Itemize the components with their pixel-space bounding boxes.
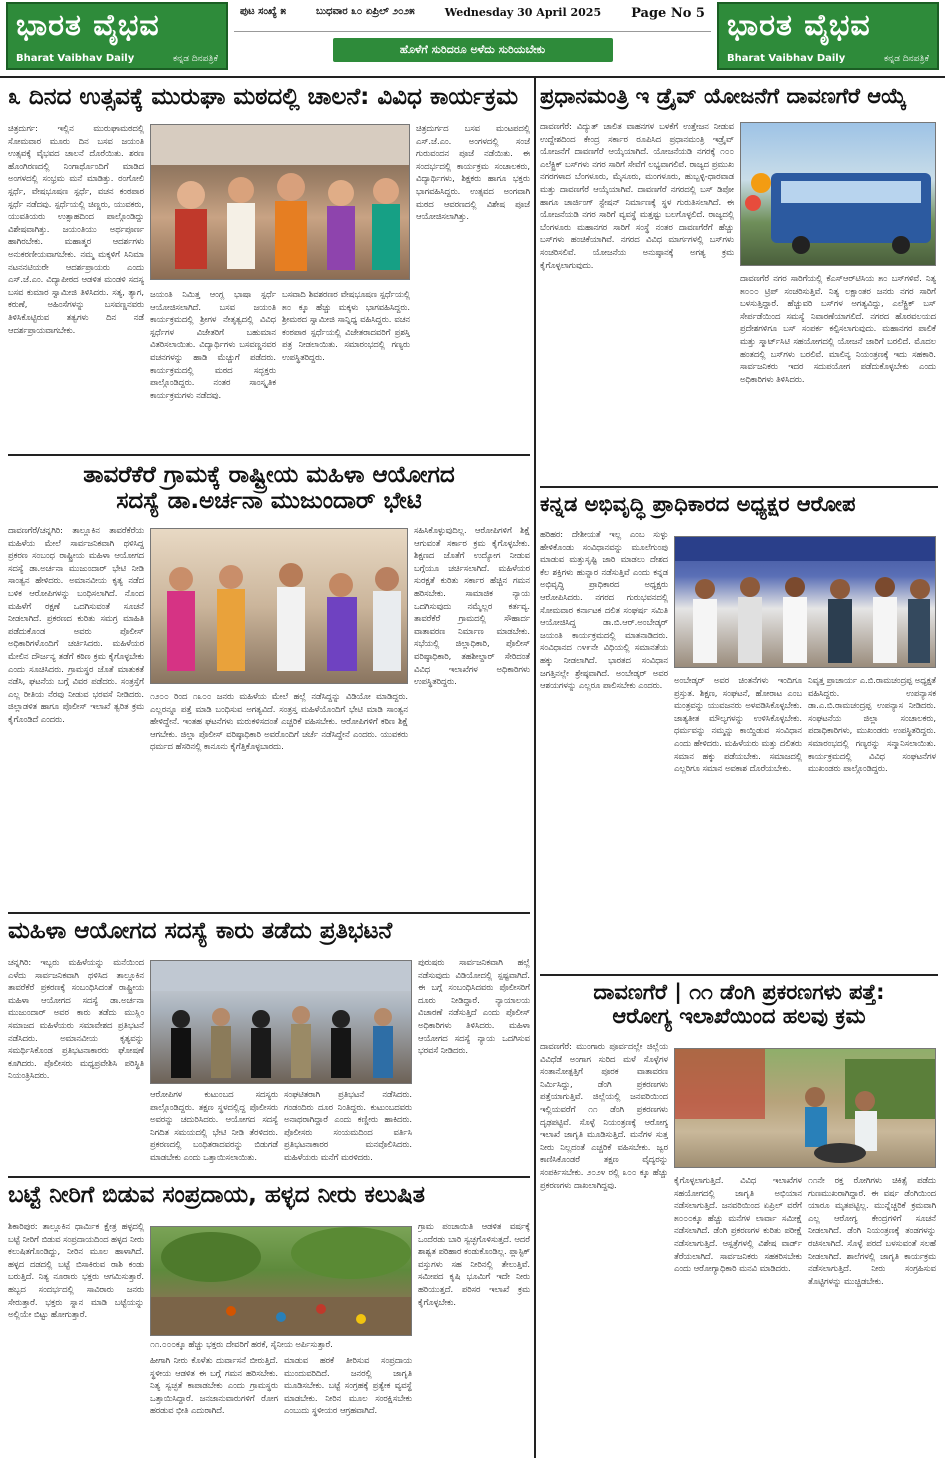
section-rule <box>8 454 530 456</box>
date-kannada: ಬುಧವಾರ ೩೦ ಏಪ್ರಿಲ್ ೨೦೨೫ <box>316 6 415 17</box>
article-column: ಅಂಬೇಡ್ಕರ್ ಅವರ ಚಿಂತನೆಗಳು ಇಂದಿಗೂ ಪ್ರಸ್ತುತ. ಶಿಕ್ಷಣ, ಸಂಘಟನೆ, ಹೋರಾಟ ಎಂಬ ಮಂತ್ರವನ್ನು ಯುವಜನರು ಅಳವಡಿಸಿಕೊಳ್ಳಬೇಕು. ಜಾತ್ಯತೀತ ಮೌಲ್ಯಗಳನ್ನು ಉಳಿಸಿಕೊಳ್ಳಬೇಕು. ಧರ್ಮವನ್ನು ನಮ್ಮನ್ನು ಕಾಯ್ದಿಡುವ ಸಂವಿಧಾನ ಎಂದು ಹೇಳಿದರು. ಮಹಿಳೆಯರು ಮತ್ತು ದಲಿತರು ಸಮಾನ ಹಕ್ಕು ಪಡೆಯಬೇಕು. ಸಮಾಜದಲ್ಲಿ ಎಲ್ಲರಿಗೂ ಸಮಾನ ಅವಕಾಶ ದೊರೆಯಬೇಕು. <box>674 675 802 774</box>
article-photo-visit <box>150 528 408 684</box>
newspaper-title: ಭಾರತ ವೈಭವ <box>16 8 160 43</box>
newspaper-subtitle-en: Bharat Vaibhav Daily <box>16 53 135 64</box>
article-photo-electric-bus <box>740 122 936 266</box>
article-photo-fogging <box>674 1048 936 1168</box>
article-headline: ತಾವರೆಕೆರೆ ಗ್ರಾಮಕ್ಕೆ ರಾಷ್ಟ್ರೀಯ ಮಹಿಳಾ ಆಯೋಗದ <box>83 462 455 488</box>
newspaper-subtitle-kn: ಕನ್ನಡ ದಿನಪತ್ರಿಕೆ <box>172 54 218 64</box>
article-column: ಕೈಗೊಳ್ಳಲಾಗುತ್ತಿದೆ. ವಿವಿಧ ಇಲಾಖೆಗಳ ಸಹಯೋಗದಲ್ಲಿ ಜಾಗೃತಿ ಅಭಿಯಾನ ನಡೆಸಲಾಗುತ್ತಿದೆ. ಜನವರಿಯಿಂದ ಏಪ್ರಿಲ್ ವರೆಗೆ ೫೦೦೦ಕ್ಕೂ ಹೆಚ್ಚು ಮನೆಗಳ ಲಾರ್ವಾ ಸಮೀಕ್ಷೆ ನಡೆಸಲಾಗಿದೆ. ಡೆಂಗಿ ಪ್ರಕರಣಗಳ ಕುರಿತು ಪರೀಕ್ಷೆ ನಡೆಸಲಾಗುತ್ತಿದೆ. ಆಸ್ಪತ್ರೆಗಳಲ್ಲಿ ವಿಶೇಷ ವಾರ್ಡ್ ತೆರೆಯಲಾಗಿದೆ. ಸಾರ್ವಜನಿಕರು ಸಹಕರಿಸಬೇಕು ಎಂದು ಆರೋಗ್ಯಾಧಿಕಾರಿ ಮನವಿ ಮಾಡಿದರು. <box>674 1175 802 1274</box>
article-kannada-authority <box>540 492 938 970</box>
masthead-logo-left <box>6 2 228 70</box>
section-rule <box>8 912 530 914</box>
article-headline: ದಾವಣಗೆರೆ | ೧೧ ಡೆಂಗಿ ಪ್ರಕರಣಗಳು ಪತ್ತೆ: <box>593 980 885 1004</box>
article-column: ಮಾಡುವ ಹರಕೆ ತೀರಿಸುವ ಸಂಪ್ರದಾಯ ಮುಂದುವರಿದಿದೆ. ಜನರಲ್ಲಿ ಜಾಗೃತಿ ಮೂಡಿಸಬೇಕು. ಬಟ್ಟೆ ಸಂಗ್ರಹಕ್ಕೆ ಪ್ರತ್ಯೇಕ ವ್ಯವಸ್ಥೆ ಮಾಡಬೇಕು. ನೀರಿನ ಮೂಲ ಸಂರಕ್ಷಿಸಬೇಕು ಎಂಬುದು ಸ್ಥಳೀಯರ ಆಗ್ರಹವಾಗಿದೆ. <box>284 1355 412 1416</box>
article-photo-dignitaries <box>674 536 936 668</box>
article-dengue <box>540 980 938 1458</box>
center-column-rule <box>534 78 536 1458</box>
newspaper-title-right: ಭಾರತ ವೈಭವ <box>727 8 871 43</box>
photo-caption: ೧೧.೦೦೦ಕ್ಕೂ ಹೆಚ್ಚು ಭಕ್ತರು ದೇವರಿಗೆ ಹರಕೆ, ಸೈನೀಯ ಅರ್ಪಿಸುತ್ತಾರೆ. <box>150 1339 333 1349</box>
article-column: ಚನ್ನಗಿರಿ: ಇಬ್ಬರು ಮಹಿಳೆಯನ್ನು ಮನೆಯಿಂದ ಎಳೆದು ಸಾರ್ವಜನಿಕವಾಗಿ ಥಳಿಸಿದ ತಾಲ್ಲೂಕಿನ ತಾವರೆಕೆರೆ ಪ್ರಕರಣಕ್ಕೆ ಸಂಬಂಧಿಸಿದಂತೆ ರಾಷ್ಟ್ರೀಯ ಮಹಿಳಾ ಆಯೋಗದ ಸದಸ್ಯೆ ಡಾ.ಅರ್ಚನಾ ಮುಜುಂದಾರ್ ಅವರ ಕಾರು ತಡೆದು ಮುಸ್ಲಿಂ ಸಮಾಜದ ಮಹಿಳೆಯರು ಸಮಾವೇಶದ ಪ್ರತಿಭಟನೆ ನಡೆಸಿದರು. ಅಮಾನವೀಯ ಕೃತ್ಯವನ್ನು ಸಮರ್ಥಿಸಿಕೊಂಡ ಪ್ರತಿಭಟನಾಕಾರರು ಘೋಷಣೆ ಕೂಗಿದರು. ಪೊಲೀಸರು ಮಧ್ಯಪ್ರವೇಶಿಸಿ ಪರಿಸ್ಥಿತಿ ನಿಯಂತ್ರಿಸಿದರು. <box>8 957 144 1081</box>
article-column: ೧೨೦೦ ರಿಂದ ೧೩೦೦ ಜನರು ಮಹಿಳೆಯ ಮೇಲೆ ಹಲ್ಲೆ ನಡೆಸಿದ್ದನ್ನು ವಿಡಿಯೋ ಮಾಡಿದ್ದರು. ಎಲ್ಲರನ್ನೂ ಪತ್ತೆ ಮಾಡಿ ಬಂಧಿಸುವ ಅಗತ್ಯವಿದೆ. ಸಂತ್ರಸ್ತ ಮಹಿಳೆಯೊಂದಿಗೆ ಭೇಟಿ ಮಾಡಿ ಸಾಂತ್ವನ ಹೇಳಿದ್ದೇನೆ. ಇಂತಹ ಘಟನೆಗಳು ಮರುಕಳಿಸದಂತೆ ಎಚ್ಚರಿಕೆ ವಹಿಸಬೇಕು. ಆರೋಪಿಗಳಿಗೆ ಕಠಿಣ ಶಿಕ್ಷೆ ಆಗಬೇಕು. ಜಿಲ್ಲಾ ಪೊಲೀಸ್ ವರಿಷ್ಠಾಧಿಕಾರಿ ಅವರೊಂದಿಗೆ ಚರ್ಚೆ ನಡೆಸಿದ್ದೇನೆ ಎಂದರು. ಯುವಕರು ಧರ್ಮದ ಹೆಸರಿನಲ್ಲಿ ಕಾನೂನು ಕೈಗೆತ್ತಿಕೊಳ್ಳಬಾರದು. <box>150 691 408 752</box>
article-murugha-festival <box>8 84 530 452</box>
article-headline: ಬಟ್ಟೆ ನೀರಿಗೆ ಬಿಡುವ ಸಂಪ್ರದಾಯ, ಹಳ್ಳದ ನೀರು ಕಲುಷಿತ <box>8 1182 425 1208</box>
article-column: ಬಸವಾದಿ ಶಿವಶರಣರ ವೇಷಭೂಷಣ ಸ್ಪರ್ಧೆಯಲ್ಲಿ ೫೦ ಕ್ಕೂ ಹೆಚ್ಚು ಮಕ್ಕಳು ಭಾಗವಹಿಸಿದ್ದರು. ಶ್ರೀಮಠದ ಸ್ವಾಮೀಜಿ ಸಾನ್ನಿಧ್ಯ ವಹಿಸಿದ್ದರು. ವಚನ ಕಂಠಪಾಠ ಸ್ಪರ್ಧೆಯಲ್ಲಿ ವಿಜೇತರಾದವರಿಗೆ ಪ್ರಶಸ್ತಿ ಪತ್ರ ನೀಡಲಾಯಿತು. ಸಮಾರಂಭದಲ್ಲಿ ಗಣ್ಯರು ಉಪಸ್ಥಿತರಿದ್ದರು. <box>282 289 410 362</box>
article-edrive-scheme <box>540 84 938 480</box>
article-headline: ೩ ದಿನದ ಉತ್ಸವಕ್ಕೆ ಮುರುಘಾ ಮಠದಲ್ಲಿ ಚಾಲನೆ: ವಿವಿಧ ಕಾರ್ಯಕ್ರಮ <box>8 84 519 110</box>
article-photo-protest <box>150 960 412 1084</box>
section-rule <box>540 486 938 488</box>
article-headline-line2: ಆರೋಗ್ಯ ಇಲಾಖೆಯಿಂದ ಹಲವು ಕ್ರಮ <box>612 1004 866 1029</box>
article-column: ದಾವಣಗೆರೆ/ಚನ್ನಗಿರಿ: ತಾಲ್ಲೂಕಿನ ತಾವರೆಕೆರೆಯ ಮಹಿಳೆಯ ಮೇಲೆ ಸಾರ್ವಜನಿಕವಾಗಿ ಥಳಿಸಿದ್ದ ಪ್ರಕರಣ ಸಂಬಂಧ ರಾಷ್ಟ್ರೀಯ ಮಹಿಳಾ ಆಯೋಗದ ಸದಸ್ಯೆ ಡಾ.ಅರ್ಚನಾ ಮುಜುಂದಾರ್ ಭೇಟಿ ನೀಡಿ ಸಾಂತ್ವನ ಹೇಳಿದರು. ಅಮಾನವೀಯ ಕೃತ್ಯ ನಡೆದ ಬಳಿಕ ಆರೋಪಿಗಳನ್ನು ಬಂಧಿಸಲಾಗಿದೆ. ನೊಂದ ಮಹಿಳೆಗೆ ರಕ್ಷಣೆ ಒದಗಿಸುವಂತೆ ಸೂಚನೆ ನೀಡಲಾಗಿದೆ. ಪ್ರಕರಣದ ಕುರಿತು ಸಮಗ್ರ ಮಾಹಿತಿ ಪಡೆದುಕೊಂಡ ಅವರು ಪೊಲೀಸ್ ಅಧಿಕಾರಿಗಳೊಂದಿಗೆ ಚರ್ಚಿಸಿದರು. ಮಹಿಳೆಯರ ಮೇಲಿನ ದೌರ್ಜನ್ಯ ತಡೆಗೆ ಕಠಿಣ ಕ್ರಮ ಕೈಗೊಳ್ಳಬೇಕು ಎಂದು ಸೂಚಿಸಿದರು. ಗ್ರಾಮಸ್ಥರ ಜೊತೆ ಮಾತುಕತೆ ನಡೆಸಿ, ಘಟನೆಯ ಬಗ್ಗೆ ವಿವರ ಪಡೆದರು. ಸಂತ್ರಸ್ತೆಗೆ ಎಲ್ಲ ರೀತಿಯ ನೆರವು ನೀಡುವ ಭರವಸೆ ನೀಡಿದರು. ಜಿಲ್ಲಾಡಳಿತ ಹಾಗೂ ಪೊಲೀಸ್ ಇಲಾಖೆ ತ್ವರಿತ ಕ್ರಮ ಕೈಗೊಂಡಿದೆ ಎಂದರು. <box>8 525 144 724</box>
article-column: ಜಯಂತಿ ನಿಮಿತ್ತ ಆಂಗ್ಲ ಭಾಷಾ ಸ್ಪರ್ಧೆ ಆಯೋಜಿಸಲಾಗಿದೆ. ಬಸವ ಜಯಂತಿ ಕಾರ್ಯಕ್ರಮದಲ್ಲಿ ಶ್ರೀಗಳ ನೇತೃತ್ವದಲ್ಲಿ ವಿವಿಧ ಸ್ಪರ್ಧೆಗಳ ವಿಜೇತರಿಗೆ ಬಹುಮಾನ ವಿತರಿಸಲಾಯಿತು. ವಿದ್ಯಾರ್ಥಿಗಳು ಬಸವಣ್ಣನವರ ವಚನಗಳನ್ನು ಹಾಡಿ ಮೆಚ್ಚುಗೆ ಪಡೆದರು. ಕಾರ್ಯಕ್ರಮದಲ್ಲಿ ಮಠದ ಸದ್ಭಕ್ತರು ಪಾಲ್ಗೊಂಡಿದ್ದರು. ನಂತರ ಸಾಂಸ್ಕೃತಿಕ ಕಾರ್ಯಕ್ರಮಗಳು ನಡೆದವು. <box>150 289 276 400</box>
article-women-commission-visit <box>8 462 530 906</box>
article-column: ೧೧ನೇ ರಕ್ತ ರೋಗಿಗಳು ಚಿಕಿತ್ಸೆ ಪಡೆದು ಗುಣಮುಖರಾಗಿದ್ದಾರೆ. ಈ ವರ್ಷ ಡೆಂಗಿಯಿಂದ ಯಾರೂ ಮೃತಪಟ್ಟಿಲ್ಲ. ಮುನ್ನೆಚ್ಚರಿಕೆ ಕ್ರಮವಾಗಿ ಎಲ್ಲ ಆರೋಗ್ಯ ಕೇಂದ್ರಗಳಿಗೆ ಸೂಚನೆ ನೀಡಲಾಗಿದೆ. ಡೆಂಗಿ ನಿಯಂತ್ರಣಕ್ಕೆ ತಂಡಗಳನ್ನು ರಚಿಸಲಾಗಿದೆ. ಸೊಳ್ಳೆ ಪರದೆ ಬಳಸುವಂತೆ ಸಲಹೆ ನೀಡಲಾಗಿದೆ. ಶಾಲೆಗಳಲ್ಲಿ ಜಾಗೃತಿ ಕಾರ್ಯಕ್ರಮ ನಡೆಸಲಾಗುತ್ತಿದೆ. ನೀರು ಸಂಗ್ರಹಿಸುವ ತೊಟ್ಟಿಗಳನ್ನು ಮುಚ್ಚಿಡಬೇಕು. <box>808 1175 936 1286</box>
article-column: ಸಂಘಟಿತರಾಗಿ ಪ್ರತಿಭಟನೆ ನಡೆಸಿದರು. ಗಂಡಂದಿರು ದೂರ ನಿಂತಿದ್ದರು. ಕುಟುಂಬದವರು ಅನಾಥರಾಗಿದ್ದಾರೆ ಎಂದು ಕಣ್ಣೀರು ಹಾಕಿದರು. ಪೊಲೀಸರು ಸಂಯಮದಿಂದ ವರ್ತಿಸಿ ಪ್ರತಿಭಟನಾಕಾರರ ಮನವೊಲಿಸಿದರು. ಮಹಿಳೆಯರು ಮನೆಗೆ ಮರಳಿದರು. <box>284 1089 412 1162</box>
article-column: ಗ್ರಾಮ ಪಂಚಾಯಿತಿ ಆಡಳಿತ ವರ್ಷಕ್ಕೆ ಒಂದೆರಡು ಬಾರಿ ಸ್ವಚ್ಛಗೊಳಿಸುತ್ತದೆ. ಆದರೆ ಶಾಶ್ವತ ಪರಿಹಾರ ಕಂಡುಕೊಂಡಿಲ್ಲ. ಪ್ಲಾಸ್ಟಿಕ್ ವಸ್ತುಗಳು ಸಹ ನೀರಿನಲ್ಲಿ ತೇಲುತ್ತಿವೆ. ಸಮೀಪದ ಕೃಷಿ ಭೂಮಿಗೆ ಇದೇ ನೀರು ಹರಿಯುತ್ತದೆ. ಪರಿಸರ ಇಲಾಖೆ ಕ್ರಮ ಕೈಗೊಳ್ಳಬೇಕು. <box>418 1221 530 1307</box>
article-column: ಚಿತ್ರದುರ್ಗ: ಇಲ್ಲಿನ ಮುರುಘಾಮಠದಲ್ಲಿ ಸೋಮವಾರ ಮೂರು ದಿನ ಬಸವ ಜಯಂತಿ ಉತ್ಸವಕ್ಕೆ ವೈಭವದ ಚಾಲನೆ ದೊರೆಯಿತು. ಶರಣ ಹೊಂಗಿರಣದಲ್ಲಿ ನಿಂಗಾರ್ಥೊಂದಿಗೆ ಮಾಡಿದ ಅಂಗಳದಲ್ಲಿ ಸಂಭ್ರಮ ಮನೆ ಮಾಡಿತ್ತು. ರಂಗೋಲಿ ಸ್ಪರ್ಧೆ, ವೇಷಭೂಷಣ ಸ್ಪರ್ಧೆ, ವಚನ ಕಂಠಪಾಠ ಸ್ಪರ್ಧೆ ನಡೆದವು. ಸ್ಪರ್ಧೆಯಲ್ಲಿ ಚಿಣ್ಣರು, ಯುವಕರು, ಯುವತಿಯರು ಉತ್ಸಾಹದಿಂದ ಪಾಲ್ಗೊಂಡಿದ್ದು ವಿಶೇಷವಾಗಿತ್ತು. ಜಯಂತಿಯು ಅರ್ಥಪೂರ್ಣ ಹಾಗಿರಬೇಕು. ಮಹಾತ್ಮರ ಆದರ್ಶಗಳು ಅನುಕರಣೀಯವಾಗಬೇಕು. ನಮ್ಮ ಮಕ್ಕಳಿಗೆ ಸಿನಿಮಾ ನಟನನಟಿಯರೇ ಆದರ್ಶಪ್ರಾಯರು ಎಂದು ಎಸ್.ಜೆ.ಎಂ. ವಿದ್ಯಾಪೀಠದ ಆಡಳಿತ ಮಂಡಳಿ ಸದಸ್ಯ ಬಸವ ಕುಮಾರ ಸ್ವಾಮೀಜಿ ತಿಳಿಸಿದರು. ಸತ್ಯ, ತ್ಯಾಗ, ಕರುಣೆ, ಅಹಿಂಸೆಗಳನ್ನು ಬಸವಣ್ಣನವರು ತಿಳಿಸಿಕೊಟ್ಟಿರುವ ತತ್ವಗಳು ದಿನ ನಡೆ ಆದರ್ಶಪ್ರಾಯವಾಗಬೇಕು. <box>8 123 144 335</box>
article-column: ಚಿತ್ರದುರ್ಗದ ಬಸವ ಮಂಟಪದಲ್ಲಿ ಎಸ್.ಜೆ.ಎಂ. ಅಂಗಳದಲ್ಲಿ ಸಂಜೆ ಗುರುವಂದನ ಪೂಜೆ ನಡೆಯಿತು. ಈ ಸಂದರ್ಭದಲ್ಲಿ ಕಾರ್ಯಕ್ರಮ ಸಂಚಾಲಕರು, ವಿದ್ಯಾರ್ಥಿಗಳು, ಶಿಕ್ಷಕರು ಹಾಗೂ ಭಕ್ತರು ಭಾಗವಹಿಸಿದ್ದರು. ಉತ್ಸವದ ಅಂಗವಾಗಿ ಮಠದ ಆವರಣದಲ್ಲಿ ವಿಶೇಷ ಪೂಜೆ ಆಯೋಜಿಸಲಾಗಿತ್ತು. <box>416 123 530 222</box>
date-english: Wednesday 30 April 2025 <box>444 6 602 19</box>
section-rule <box>540 974 938 976</box>
article-column: ದಾವಣಗೆರೆ ನಗರ ಸಾರಿಗೆಯಲ್ಲಿ ಕೆಎಸ್‌ಆರ್‌ಟಿಸಿಯ ೫೦ ಬಸ್‌ಗಳಿವೆ. ನಿತ್ಯ ೫೦೦೦ ಟ್ರಿಪ್ ಸಂಚರಿಸುತ್ತಿವೆ. ನಿತ್ಯ ಲಕ್ಷಾಂತರ ಜನರು ನಗರ ಸಾರಿಗೆ ಬಳಸುತ್ತಿದ್ದಾರೆ. ಹೆಚ್ಚುವರಿ ಬಸ್‌ಗಳ ಅಗತ್ಯವಿದ್ದು, ಎಲೆಕ್ಟ್ರಿಕ್ ಬಸ್ ಸೇರ್ಪಡೆಯಿಂದ ಸಮಸ್ಯೆ ನಿವಾರಣೆಯಾಗಲಿದೆ. ನಗರದ ಹೊರವಲಯದ ಪ್ರದೇಶಗಳಿಗೂ ಬಸ್ ಸಂಪರ್ಕ ಕಲ್ಪಿಸಲಾಗುವುದು. ಮಹಾನಗರ ಪಾಲಿಕೆ ಮತ್ತು ಸ್ಮಾರ್ಟ್‌ಸಿಟಿ ಸಹಯೋಗದಲ್ಲಿ ಯೋಜನೆ ಜಾರಿಗೆ ಬರಲಿದೆ. ಮೊದಲ ಹಂತದಲ್ಲಿ ಬಸ್‌ಗಳು ಬರಲಿವೆ. ಮಾಲಿನ್ಯ ನಿಯಂತ್ರಣಕ್ಕೆ ಇದು ಸಹಕಾರಿ. ಸಾರ್ವಜನಿಕರು ಇದರ ಸದುಪಯೋಗ ಪಡೆದುಕೊಳ್ಳಬೇಕು ಎಂದು ಅಧಿಕಾರಿಗಳು ತಿಳಿಸಿದರು. <box>740 273 936 384</box>
issue-line <box>234 2 711 32</box>
newspaper-subtitle-kn-right: ಕನ್ನಡ ದಿನಪತ್ರಿಕೆ <box>883 54 929 64</box>
newspaper-subtitle-en-right: Bharat Vaibhav Daily <box>727 53 846 64</box>
article-column: ಹರಿಹರ: ದೇಶೀಯತೆ ಇಲ್ಲ ಎಂಬ ಸುಳ್ಳು ಹೇಳಿಕೊಂಡು ಸಂವಿಧಾನವನ್ನು ಮೂಲೆಗುಂಪು ಮಾಡುವ ಮತ್ತುಸೃಷ್ಟಿ ಜಾರಿ ಮಾಡಲು ದೇಶದ ಕೆಲ ಶಕ್ತಿಗಳು ಹುನ್ನಾರ ನಡೆಸುತ್ತಿವೆ ಎಂದು ಕನ್ನಡ ಅಭಿವೃದ್ಧಿ ಪ್ರಾಧಿಕಾರದ ಅಧ್ಯಕ್ಷರು ಆರೋಪಿಸಿದರು. ನಗರದ ಗುರುಭವನದಲ್ಲಿ ಸೋಮವಾರ ಕರ್ನಾಟಕ ದಲಿತ ಸಂಘರ್ಷ ಸಮಿತಿ ಆಯೋಜಿಸಿದ್ದ ಡಾ.ಬಿ.ಆರ್.ಅಂಬೇಡ್ಕರ್ ಜಯಂತಿ ಕಾರ್ಯಕ್ರಮದಲ್ಲಿ ಮಾತನಾಡಿದರು. ಸಂವಿಧಾನದ ೧೪೯ನೇ ವಿಧಿಯಲ್ಲಿ ಸಮಾನತೆಯ ಹಕ್ಕು ನೀಡಲಾಗಿದೆ. ಭಾರತದ ಸಂವಿಧಾನ ಜಗತ್ತಿನಲ್ಲೇ ಶ್ರೇಷ್ಠವಾಗಿದೆ. ಅಂಬೇಡ್ಕರ್ ಅವರ ಆಶಯಗಳನ್ನು ಎಲ್ಲರೂ ಪಾಲಿಸಬೇಕು ಎಂದರು. <box>540 529 668 691</box>
article-column: ದಾವಣಗೆರೆ: ವಿದ್ಯುತ್ ಚಾಲಿತ ವಾಹನಗಳ ಬಳಕೆಗೆ ಉತ್ತೇಜನ ನೀಡುವ ಉದ್ದೇಶದಿಂದ ಕೇಂದ್ರ ಸರ್ಕಾರ ರೂಪಿಸಿದ ಪ್ರಧಾನಮಂತ್ರಿ ಇಡ್ರೈವ್ ಯೋಜನೆಗೆ ದಾವಣಗೆರೆ ಆಯ್ಕೆಯಾಗಿದೆ. ಯೋಜನೆಯಡಿ ನಗರಕ್ಕೆ ೧೦೦ ಎಲೆಕ್ಟ್ರಿಕ್ ಬಸ್‌ಗಳು ನಗರ ಸಾರಿಗೆ ಸೇವೆಗೆ ಲಭ್ಯವಾಗಲಿವೆ. ರಾಜ್ಯದ ಪ್ರಮುಖ ನಗರಗಳಾದ ಬೆಂಗಳೂರು, ಮೈಸೂರು, ಮಂಗಳೂರು, ಹುಬ್ಬಳ್ಳಿ-ಧಾರವಾಡ ಮತ್ತು ದಾವಣಗೆರೆ ಆಯ್ಕೆಯಾಗಿವೆ. ದಾವಣಗೆರೆ ನಗರದಲ್ಲಿ ಬಸ್ ಡಿಪೋ ಹಾಗೂ ಚಾರ್ಜಿಂಗ್ ಸ್ಟೇಷನ್ ನಿರ್ಮಾಣಕ್ಕೆ ಸ್ಥಳ ಗುರುತಿಸಲಾಗಿದೆ. ಈ ಯೋಜನೆಯಡಿ ನಗರ ಸಾರಿಗೆ ವ್ಯವಸ್ಥೆ ಮತ್ತಷ್ಟು ಬಲಗೊಳ್ಳಲಿದೆ. ರಾಜ್ಯದಲ್ಲಿ ಬೆಂಗಳೂರು ಮಹಾನಗರ ಸಾರಿಗೆ ಸಂಸ್ಥೆ ನಂತರ ದಾವಣಗೆರೆಗೆ ಹೆಚ್ಚು ಬಸ್‌ಗಳು ಹಂಚಿಕೆಯಾಗಿವೆ. ನಗರದ ವಿವಿಧ ಮಾರ್ಗಗಳಲ್ಲಿ ಬಸ್‌ಗಳು ಸಂಚರಿಸಲಿವೆ. ಯೋಜನೆಯ ಅನುಷ್ಠಾನಕ್ಕೆ ಅಗತ್ಯ ಕ್ರಮ ಕೈಗೊಳ್ಳಲಾಗುವುದು. <box>540 121 734 270</box>
page-number: Page No 5 <box>631 6 705 21</box>
article-column: ಸಹಿಸಿಕೊಳ್ಳುವುದಿಲ್ಲ. ಆರೋಪಿಗಳಿಗೆ ಶಿಕ್ಷೆ ಆಗುವಂತೆ ಸರ್ಕಾರ ಕ್ರಮ ಕೈಗೊಳ್ಳಬೇಕು. ಶಿಕ್ಷಣದ ಜೊತೆಗೆ ಉದ್ಯೋಗ ನೀಡುವ ಬಗ್ಗೆಯೂ ಚರ್ಚಿಸಲಾಗಿದೆ. ಮಹಿಳೆಯರ ಸುರಕ್ಷತೆ ಕುರಿತು ಸರ್ಕಾರ ಹೆಚ್ಚಿನ ಗಮನ ಹರಿಸಬೇಕು. ಸಾಮಾಜಿಕ ನ್ಯಾಯ ಒದಗಿಸುವುದು ನಮ್ಮೆಲ್ಲರ ಕರ್ತವ್ಯ. ತಾವರೆಕೆರೆ ಗ್ರಾಮದಲ್ಲಿ ಸೌಹಾರ್ದ ವಾತಾವರಣ ನಿರ್ಮಾಣ ಮಾಡಬೇಕು. ಸಭೆಯಲ್ಲಿ ಜಿಲ್ಲಾಧಿಕಾರಿ, ಪೊಲೀಸ್ ವರಿಷ್ಠಾಧಿಕಾರಿ, ತಹಶೀಲ್ದಾರ್ ಸೇರಿದಂತೆ ವಿವಿಧ ಇಲಾಖೆಗಳ ಅಧಿಕಾರಿಗಳು ಉಪಸ್ಥಿತರಿದ್ದರು. <box>414 525 530 687</box>
article-column: ನಿವೃತ್ತ ಪ್ರಾಚಾರ್ಯ ಎ.ಬಿ.ರಾಮಚಂದ್ರಪ್ಪ ಅಧ್ಯಕ್ಷತೆ ವಹಿಸಿದ್ದರು. ಉಪನ್ಯಾಸಕ ಡಾ.ಎ.ಬಿ.ರಾಮಚಂದ್ರಪ್ಪ ಉಪನ್ಯಾಸ ನೀಡಿದರು. ಸಂಘಟನೆಯ ಜಿಲ್ಲಾ ಸಂಚಾಲಕರು, ಪದಾಧಿಕಾರಿಗಳು, ಮುಖಂಡರು ಉಪಸ್ಥಿತರಿದ್ದರು. ಸಮಾರಂಭದಲ್ಲಿ ಗಣ್ಯರನ್ನು ಸನ್ಮಾನಿಸಲಾಯಿತು. ಕಾರ್ಯಕ್ರಮದಲ್ಲಿ ವಿವಿಧ ಸಂಘಟನೆಗಳ ಮುಖಂಡರು ಪಾಲ್ಗೊಂಡಿದ್ದರು. <box>808 675 936 774</box>
article-headline: ಕನ್ನಡ ಅಭಿವೃದ್ಧಿ ಪ್ರಾಧಿಕಾರದ ಅಧ್ಯಕ್ಷರ ಆರೋಪ <box>540 492 856 516</box>
masthead-center <box>234 2 711 70</box>
article-stream-pollution <box>8 1182 530 1458</box>
masthead-logo-right <box>717 2 939 70</box>
article-photo-festival <box>150 124 410 280</box>
article-column: ಶಿಕಾರಿಪುರ: ತಾಲ್ಲೂಕಿನ ಧಾರ್ಮಿಕ ಕ್ಷೇತ್ರ ಹಳ್ಳದಲ್ಲಿ ಬಟ್ಟೆ ನೀರಿಗೆ ಬಿಡುವ ಸಂಪ್ರದಾಯದಿಂದ ಹಳ್ಳದ ನೀರು ಕಲುಷಿತಗೊಂಡಿದ್ದು, ನೀರಿನ ಮೂಲ ಹಾಳಾಗಿದೆ. ಹಳ್ಳದ ದಡದಲ್ಲಿ ಬಟ್ಟೆ ಬಿಸಾಕಿರುವ ರಾಶಿ ಕಂಡು ಬರುತ್ತಿದೆ. ನಿತ್ಯ ನೂರಾರು ಭಕ್ತರು ಆಗಮಿಸುತ್ತಾರೆ. ಹಬ್ಬದ ಸಂದರ್ಭದಲ್ಲಿ ಸಾವಿರಾರು ಜನರು ಸೇರುತ್ತಾರೆ. ಭಕ್ತರು ಸ್ನಾನ ಮಾಡಿ ಬಟ್ಟೆಯನ್ನು ಅಲ್ಲಿಯೇ ಬಿಟ್ಟು ಹೋಗುತ್ತಾರೆ. <box>8 1221 144 1320</box>
article-headline: ಪ್ರಧಾನಮಂತ್ರಿ ಇ ಡ್ರೈವ್ ಯೋಜನೆಗೆ ದಾವಣಗೆರೆ ಆಯ್ಕೆ <box>540 84 907 108</box>
article-protest <box>8 918 530 1174</box>
article-headline-line2: ಸದಸ್ಯೆ ಡಾ.ಅರ್ಚನಾ ಮುಜುಂದಾರ್ ಭೇಟಿ <box>116 488 422 515</box>
article-photo-stream <box>150 1226 412 1336</box>
article-column: ಪುರುಷರು ಸಾರ್ವಜನಿಕವಾಗಿ ಹಲ್ಲೆ ನಡೆಸುವುದು ವಿಡಿಯೋದಲ್ಲಿ ಸ್ಪಷ್ಟವಾಗಿದೆ. ಈ ಬಗ್ಗೆ ಸಂಬಂಧಿಸಿದವರು ಪೊಲೀಸರಿಗೆ ದೂರು ನೀಡಿದ್ದಾರೆ. ನ್ಯಾಯಾಲಯ ವಿಚಾರಣೆ ನಡೆಸುತ್ತಿದೆ ಎಂದು ಪೊಲೀಸ್ ಅಧಿಕಾರಿಗಳು ತಿಳಿಸಿದರು. ಮಹಿಳಾ ಆಯೋಗದ ಸದಸ್ಯೆ ನ್ಯಾಯ ಒದಗಿಸುವ ಭರವಸೆ ನೀಡಿದರು. <box>418 957 530 1056</box>
slogan-banner: ಹೊಳೆಗೆ ಸುರಿದರೂ ಅಳೆದು ಸುರಿಯಬೇಕು <box>333 38 613 62</box>
masthead <box>0 0 945 74</box>
masthead-rule <box>0 76 945 78</box>
article-column: ಆರೋಪಿಗಳ ಕುಟುಂಬದ ಸದಸ್ಯರು ಪಾಲ್ಗೊಂಡಿದ್ದರು. ತಕ್ಷಣ ಸ್ಥಳದಲ್ಲಿದ್ದ ಪೊಲೀಸರು ಅವರನ್ನು ಚದುರಿಸಿದರು. ಆಯೋಗದ ಸದಸ್ಯೆ ನಿಗದಿತ ಸಮಯದಲ್ಲಿ ಭೇಟಿ ನೀಡಿ ತೆರಳಿದರು. ಪ್ರಕರಣದಲ್ಲಿ ಬಂಧಿತರಾದವರನ್ನು ಬಿಡುಗಡೆ ಮಾಡಬೇಕು ಎಂದು ಒತ್ತಾಯಿಸಲಾಯಿತು. <box>150 1089 278 1162</box>
article-column: ಹೀಗಾಗಿ ನೀರು ಕೊಳೆತು ದುರ್ವಾಸನೆ ಬೀರುತ್ತಿದೆ. ಸ್ಥಳೀಯ ಆಡಳಿತ ಈ ಬಗ್ಗೆ ಗಮನ ಹರಿಸಬೇಕು. ನಿತ್ಯ ಸ್ವಚ್ಛತೆ ಕಾಪಾಡಬೇಕು ಎಂದು ಗ್ರಾಮಸ್ಥರು ಒತ್ತಾಯಿಸಿದ್ದಾರೆ. ಜನಜಾನುವಾರುಗಳಿಗೆ ರೋಗ ಹರಡುವ ಭೀತಿ ಎದುರಾಗಿದೆ. <box>150 1355 278 1416</box>
article-headline: ಮಹಿಳಾ ಆಯೋಗದ ಸದಸ್ಯೆ ಕಾರು ತಡೆದು ಪ್ರತಿಭಟನೆ <box>8 918 393 944</box>
issue-number: ಪುಟ ಸಂಖ್ಯೆ ೫ <box>240 6 287 17</box>
section-rule <box>8 1176 530 1178</box>
article-column: ದಾವಣಗೆರೆ: ಮುಂಗಾರು ಪೂರ್ವದಲ್ಲೇ ಜಿಲ್ಲೆಯ ವಿವಿಧೆಡೆ ಅಂಗಾಗ ಸುರಿದ ಮಳೆ ಸೊಳ್ಳೆಗಳ ಸಂತಾನೋತ್ಪತ್ತಿಗೆ ಪೂರಕ ವಾತಾವರಣ ನಿರ್ಮಿಸಿದ್ದು, ಡೆಂಗಿ ಪ್ರಕರಣಗಳು ಪತ್ತೆಯಾಗುತ್ತಿವೆ. ಜಿಲ್ಲೆಯಲ್ಲಿ ಜನವರಿಯಿಂದ ಇಲ್ಲಿಯವರೆಗೆ ೧೧ ಡೆಂಗಿ ಪ್ರಕರಣಗಳು ದೃಢಪಟ್ಟಿವೆ. ಸೊಳ್ಳೆ ನಿಯಂತ್ರಣಕ್ಕೆ ಆರೋಗ್ಯ ಇಲಾಖೆ ಜಾಗೃತಿ ಮೂಡಿಸುತ್ತಿದೆ. ಮನೆಗಳ ಸುತ್ತ ನೀರು ನಿಲ್ಲದಂತೆ ಎಚ್ಚರಿಕೆ ವಹಿಸಬೇಕು. ಜ್ವರ ಕಾಣಿಸಿಕೊಂಡರೆ ತಕ್ಷಣ ವೈದ್ಯರನ್ನು ಸಂಪರ್ಕಿಸಬೇಕು. ೨೦೨೪ ರಲ್ಲಿ ೩೦೦ ಕ್ಕೂ ಹೆಚ್ಚು ಪ್ರಕರಣಗಳು ದಾಖಲಾಗಿದ್ದವು. <box>540 1041 668 1190</box>
